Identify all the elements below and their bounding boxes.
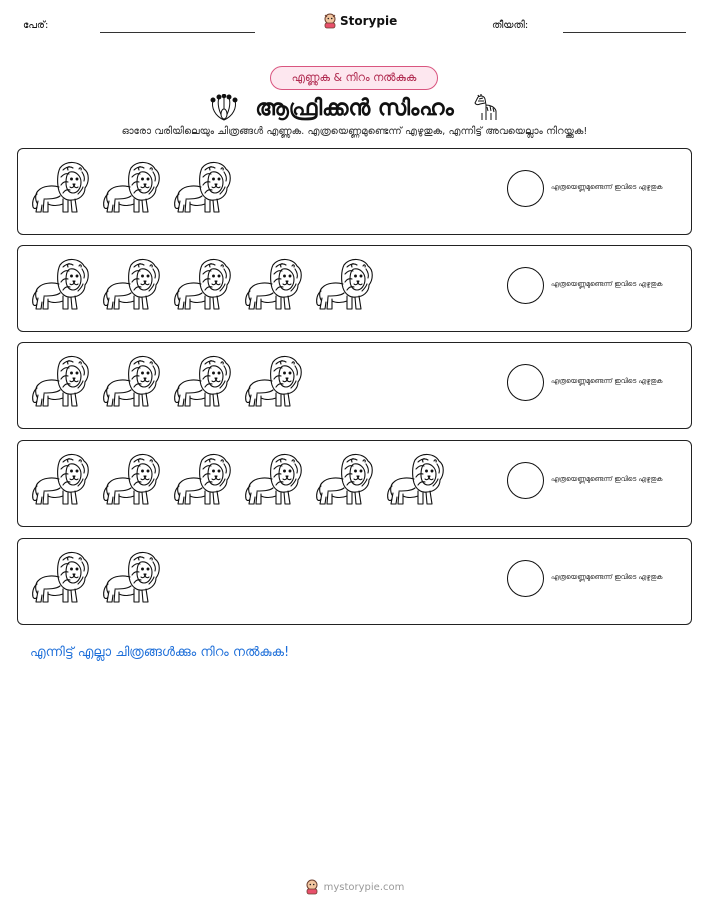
answer-hint: എത്രയെണ്ണമുണ്ടെന്ന് ഇവിടെ എഴുതുക (551, 280, 663, 288)
peacock-icon (209, 94, 239, 122)
title-row (0, 91, 709, 125)
name-field[interactable] (100, 32, 255, 33)
lion-icon (172, 257, 232, 315)
lion-icon (101, 452, 161, 510)
lion-icon (172, 160, 232, 218)
count-row-4 (17, 440, 692, 527)
date-label: തീയതി: (492, 20, 529, 31)
site-url[interactable]: mystorypie.com (323, 881, 405, 893)
lion-group (30, 550, 161, 608)
lion-icon (385, 452, 445, 510)
lion-group (30, 452, 445, 510)
site-footer (0, 879, 709, 895)
zebra-icon (470, 93, 500, 123)
answer-circle[interactable] (507, 560, 544, 597)
lion-icon (101, 160, 161, 218)
instruction-text: ഓരോ വരിയിലെയും ചിത്രങ്ങൾ എണ്ണുക. എത്രയെണ്ണമുണ്ടെന്ന് എഴുതുക, എന്നിട്ട് അവയെല്ലാം നിറയ്ക്കുക! (121, 126, 588, 137)
lion-icon (172, 354, 232, 412)
lion-icon (243, 257, 303, 315)
answer-hint: എത്രയെണ്ണമുണ്ടെന്ന് ഇവിടെ എഴുതുക (551, 377, 663, 385)
answer-circle[interactable] (507, 462, 544, 499)
count-row-5 (17, 538, 692, 625)
date-field[interactable] (563, 32, 686, 33)
storypie-mascot-icon (323, 13, 337, 29)
lion-icon (30, 550, 90, 608)
answer-circle[interactable] (507, 267, 544, 304)
lion-icon (30, 452, 90, 510)
count-row-1 (17, 148, 692, 235)
lion-icon (101, 354, 161, 412)
coloring-instruction: എന്നിട്ട് എല്ലാ ചിത്രങ്ങൾക്കും നിറം നൽകുക! (30, 645, 290, 660)
count-row-3 (17, 342, 692, 429)
lion-icon (314, 452, 374, 510)
lion-icon (172, 452, 232, 510)
page-header (0, 0, 709, 48)
answer-circle[interactable] (507, 364, 544, 401)
brand-logo (323, 13, 397, 29)
storypie-mascot-icon (305, 879, 319, 895)
lion-icon (243, 354, 303, 412)
lion-group (30, 160, 232, 218)
lion-icon (101, 257, 161, 315)
name-label: പേര്: (23, 20, 49, 31)
answer-hint: എത്രയെണ്ണമുണ്ടെന്ന് ഇവിടെ എഴുതുക (551, 183, 663, 191)
lion-icon (30, 160, 90, 218)
lion-icon (314, 257, 374, 315)
count-row-2 (17, 245, 692, 332)
lion-icon (30, 257, 90, 315)
lion-icon (101, 550, 161, 608)
lion-icon (243, 452, 303, 510)
brand-name: Storypie (340, 14, 398, 28)
answer-hint: എത്രയെണ്ണമുണ്ടെന്ന് ഇവിടെ എഴുതുക (551, 475, 663, 483)
answer-hint: എത്രയെണ്ണമുണ്ടെന്ന് ഇവിടെ എഴുതുക (551, 573, 663, 581)
lion-icon (30, 354, 90, 412)
activity-badge: എണ്ണുക & നിറം നൽകുക (270, 66, 438, 90)
page-title: ആഫ്രിക്കൻ സിംഹം (255, 95, 454, 121)
lion-group (30, 354, 303, 412)
lion-group (30, 257, 374, 315)
answer-circle[interactable] (507, 170, 544, 207)
